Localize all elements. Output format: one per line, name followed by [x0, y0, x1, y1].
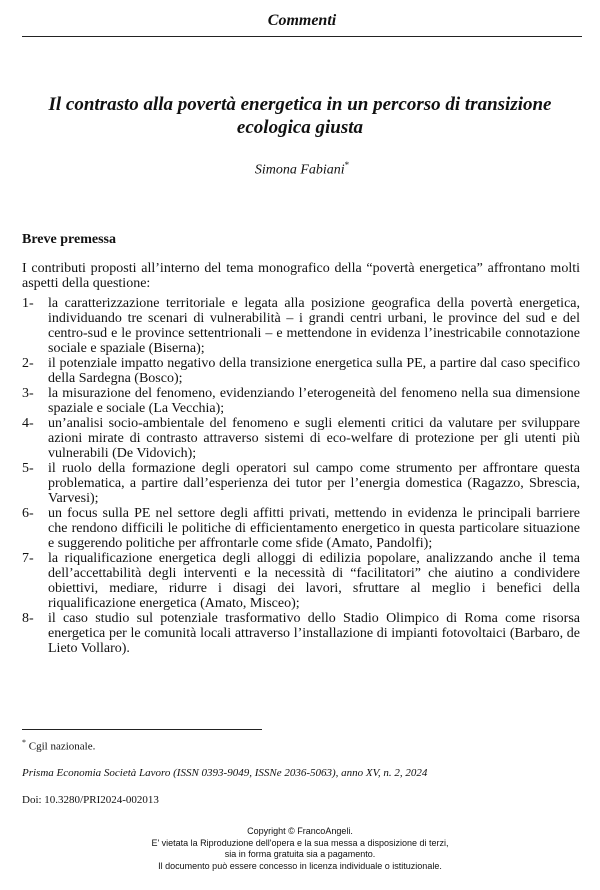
- copyright-notice: [0, 826, 600, 872]
- section-heading: Breve premessa: [22, 232, 116, 247]
- list-item-number: 8-: [22, 611, 34, 626]
- list-item-number: 6-: [22, 506, 34, 521]
- list-item-number: 4-: [22, 416, 34, 431]
- list-item-text: un focus sulla PE nel settore degli affitti privati, mettendo in evidenza le principali barriere che rendono difficili le politiche di efficientamento energetico in questa particolare situazione e suggerendo politiche per affrontarle come sfide (Amato, Pandolfi);: [48, 506, 580, 551]
- author-footnote-mark: *: [344, 160, 350, 170]
- list-item-number: 7-: [22, 551, 34, 566]
- list-item-number: 3-: [22, 386, 34, 401]
- list-item: [22, 461, 580, 506]
- footnote-text: Cgil nazionale.: [26, 740, 96, 753]
- footnote-mark: *: [22, 738, 26, 747]
- list-item-number: 5-: [22, 461, 34, 476]
- list-item: [22, 386, 580, 416]
- list-item-text: la riqualificazione energetica degli alloggi di edilizia popolare, analizzando anche il tema dell’accettabilità degli interventi e la necessità di “facilitatori” che aiutino a condividere obiettivi, mediare, ridurre i disagi dei lavori, sfruttare al meglio i benefici della riqualificazione energetica (Amato, Misceo);: [48, 551, 580, 611]
- list-item-number: 2-: [22, 356, 34, 371]
- copyright-line: Copyright © FrancoAngeli.: [247, 826, 353, 836]
- contributions-list: [22, 296, 580, 656]
- list-item: [22, 611, 580, 656]
- doi: Doi: 10.3280/PRI2024-002013: [22, 794, 159, 806]
- list-item: [22, 506, 580, 551]
- list-item-text: un’analisi socio-ambientale del fenomeno e sugli elementi critici da valutare per sviluppare azioni mirate di contrasto attraverso sistemi di eco-welfare di protezione per gli utenti più vulnerabili (De Vidovich);: [48, 416, 580, 461]
- copyright-line: E' vietata la Riproduzione dell'opera e la sua messa a disposizione di terzi,: [151, 837, 449, 848]
- footnote: [22, 738, 95, 753]
- copyright-line: Il documento può essere concesso in licenza individuale o istituzionale.: [158, 860, 442, 871]
- list-item-text: la misurazione del fenomeno, evidenziando l’eterogeneità del fenomeno nella sua dimensione spaziale e sociale (La Vecchia);: [48, 386, 580, 416]
- list-item: [22, 551, 580, 611]
- list-item-text: il caso studio sul potenziale trasformativo dello Stadio Olimpico di Roma come risorsa energetica per le comunità locali attraverso l’installazione di impianti fotovoltaici (Barbaro, de Lieto Vollaro).: [48, 611, 580, 656]
- list-item: [22, 296, 580, 356]
- list-item-text: il potenziale impatto negativo della transizione energetica sulla PE, a partire dal caso specifico della Sardegna (Bosco);: [48, 356, 580, 386]
- list-item: [22, 416, 580, 461]
- author-name: Simona Fabiani: [254, 162, 345, 178]
- article-title: Il contrasto alla povertà energetica in un percorso di transizione ecologica giusta: [48, 94, 552, 138]
- intro-paragraph: I contributi proposti all’interno del tema monografico della “povertà energetica” affrontano molti aspetti della questione:: [22, 261, 580, 291]
- section-header: Commenti: [267, 12, 337, 29]
- author-line: [22, 160, 582, 179]
- header-rule: [22, 36, 582, 37]
- list-item-text: il ruolo della formazione degli operatori sul campo come strumento per affrontare questa problematica, a partire dall’esperienza dei tutor per l’energia domestica (Ragazzo, Sbrescia, Varvesi);: [48, 461, 580, 506]
- list-item: [22, 356, 580, 386]
- list-item-text: la caratterizzazione territoriale e legata alla posizione geografica della povertà energetica, individuando tre scenari di vulnerabilità – i grandi centri urbani, le province del sud e del centro-sud e le province settentrionali – e mettendone in evidenza l’inestricabile connotazione sociale e spaziale (Biserna);: [48, 296, 580, 356]
- footnote-rule: [22, 729, 262, 730]
- list-item-number: 1-: [22, 296, 34, 311]
- journal-citation: Prisma Economia Società Lavoro (ISSN 0393-9049, ISSNe 2036-5063), anno XV, n. 2, 2024: [22, 767, 428, 779]
- copyright-line: sia in forma gratuita sia a pagamento.: [224, 849, 376, 859]
